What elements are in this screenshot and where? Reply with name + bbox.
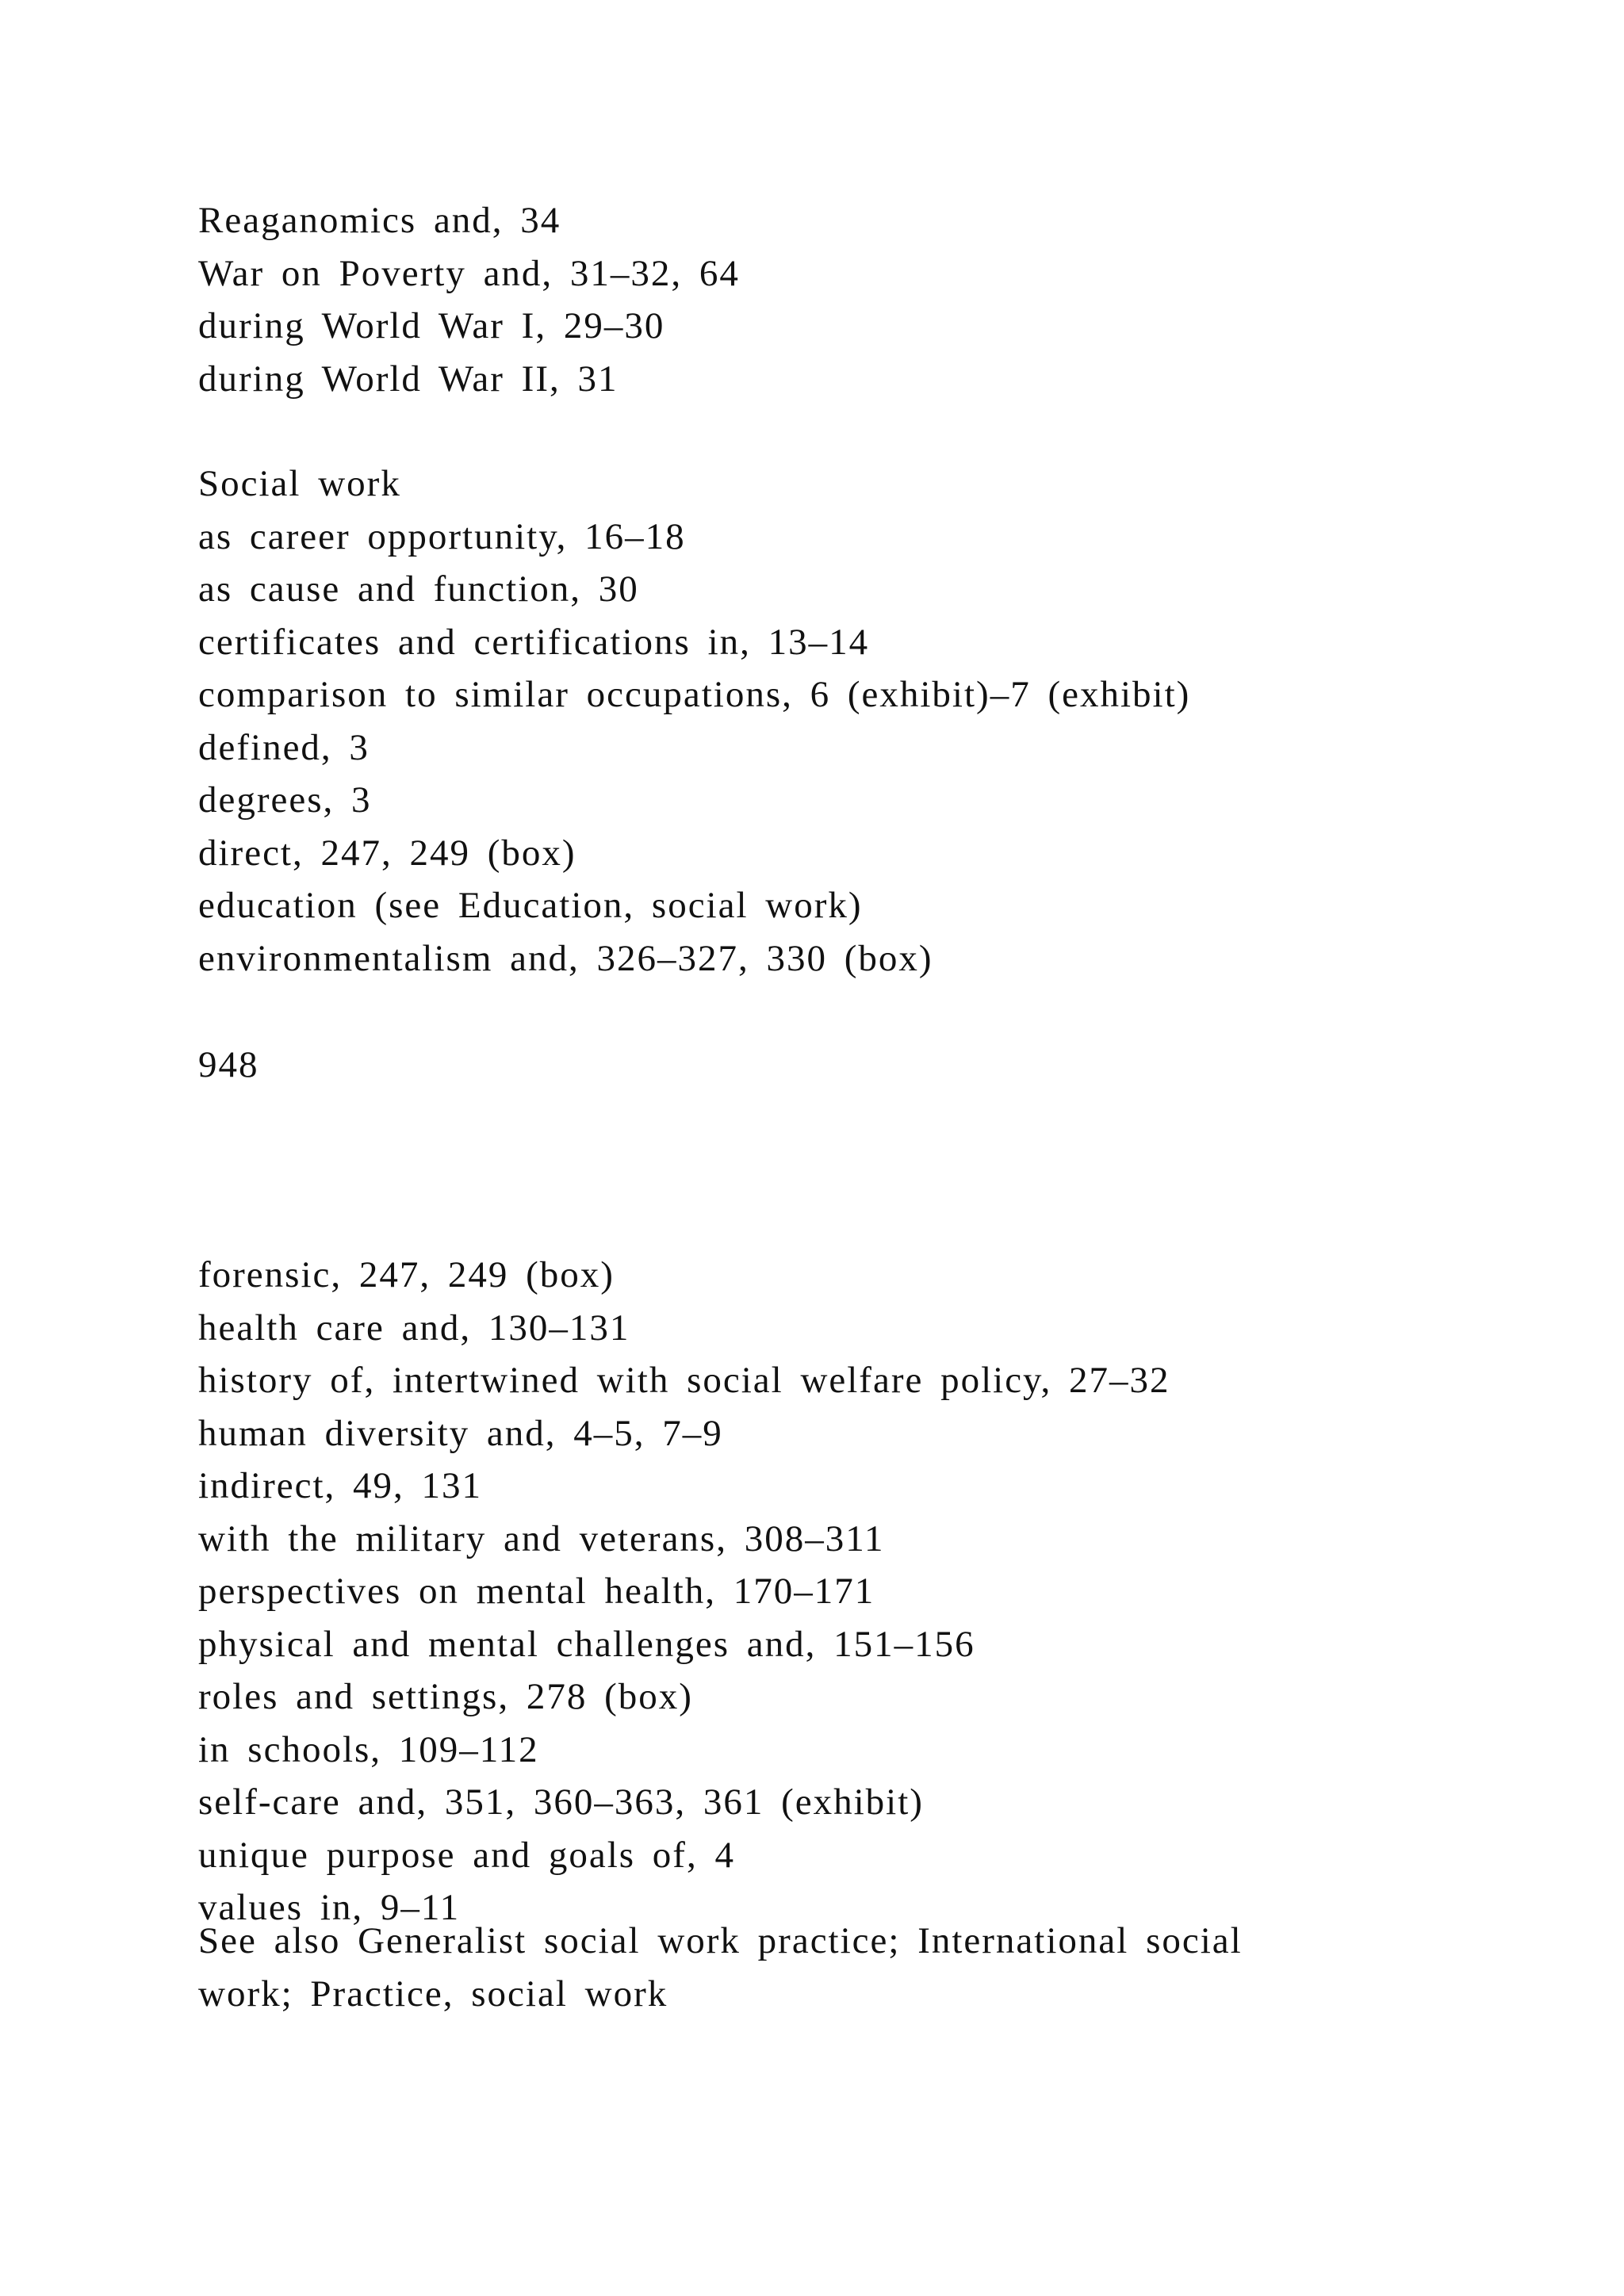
index-entry: unique purpose and goals of, 4	[198, 1834, 735, 1876]
index-entries-top	[198, 194, 1435, 405]
index-entry: environmentalism and, 326–327, 330 (box)	[198, 937, 933, 979]
index-entry: self-care and, 351, 360–363, 361 (exhibit)	[198, 1781, 924, 1823]
index-entry: forensic, 247, 249 (box)	[198, 1254, 615, 1295]
index-entry: direct, 247, 249 (box)	[198, 832, 576, 874]
see-also-line: work; Practice, social work	[198, 1973, 668, 2015]
index-entry: with the military and veterans, 308–311	[198, 1517, 885, 1559]
index-entries-continued	[198, 1249, 1435, 1934]
index-entry: degrees, 3	[198, 779, 372, 821]
index-entry: health care and, 130–131	[198, 1307, 630, 1349]
index-entry: comparison to similar occupations, 6 (exhibit)–7 (exhibit)	[198, 674, 1191, 715]
index-entry: in schools, 109–112	[198, 1728, 539, 1770]
index-entry: history of, intertwined with social welfare policy, 27–32	[198, 1360, 1170, 1401]
index-section-social-work	[198, 457, 1435, 985]
see-also-note	[198, 1915, 1435, 2020]
index-entry: perspectives on mental health, 170–171	[198, 1571, 875, 1612]
index-entry: values in, 9–11	[198, 1887, 461, 1928]
index-entry: during World War I, 29–30	[198, 305, 665, 346]
index-entry: during World War II, 31	[198, 358, 619, 400]
index-entry: education (see Education, social work)	[198, 885, 863, 926]
index-entry: defined, 3	[198, 726, 370, 768]
index-entry: roles and settings, 278 (box)	[198, 1676, 693, 1717]
index-entry: indirect, 49, 131	[198, 1465, 483, 1506]
index-entry: Reaganomics and, 34	[198, 200, 561, 241]
index-entry: human diversity and, 4–5, 7–9	[198, 1412, 723, 1454]
index-entry: certificates and certifications in, 13–14	[198, 621, 870, 663]
see-also-line: See also Generalist social work practice; International social	[198, 1920, 1243, 1961]
index-entry: War on Poverty and, 31–32, 64	[198, 252, 740, 294]
index-entry: physical and mental challenges and, 151–156	[198, 1623, 975, 1665]
index-entry: as career opportunity, 16–18	[198, 515, 686, 557]
index-entry: as cause and function, 30	[198, 568, 639, 610]
index-heading: Social work	[198, 463, 401, 504]
page-number-block	[198, 1039, 1435, 1092]
page-number: 948	[198, 1044, 259, 1085]
